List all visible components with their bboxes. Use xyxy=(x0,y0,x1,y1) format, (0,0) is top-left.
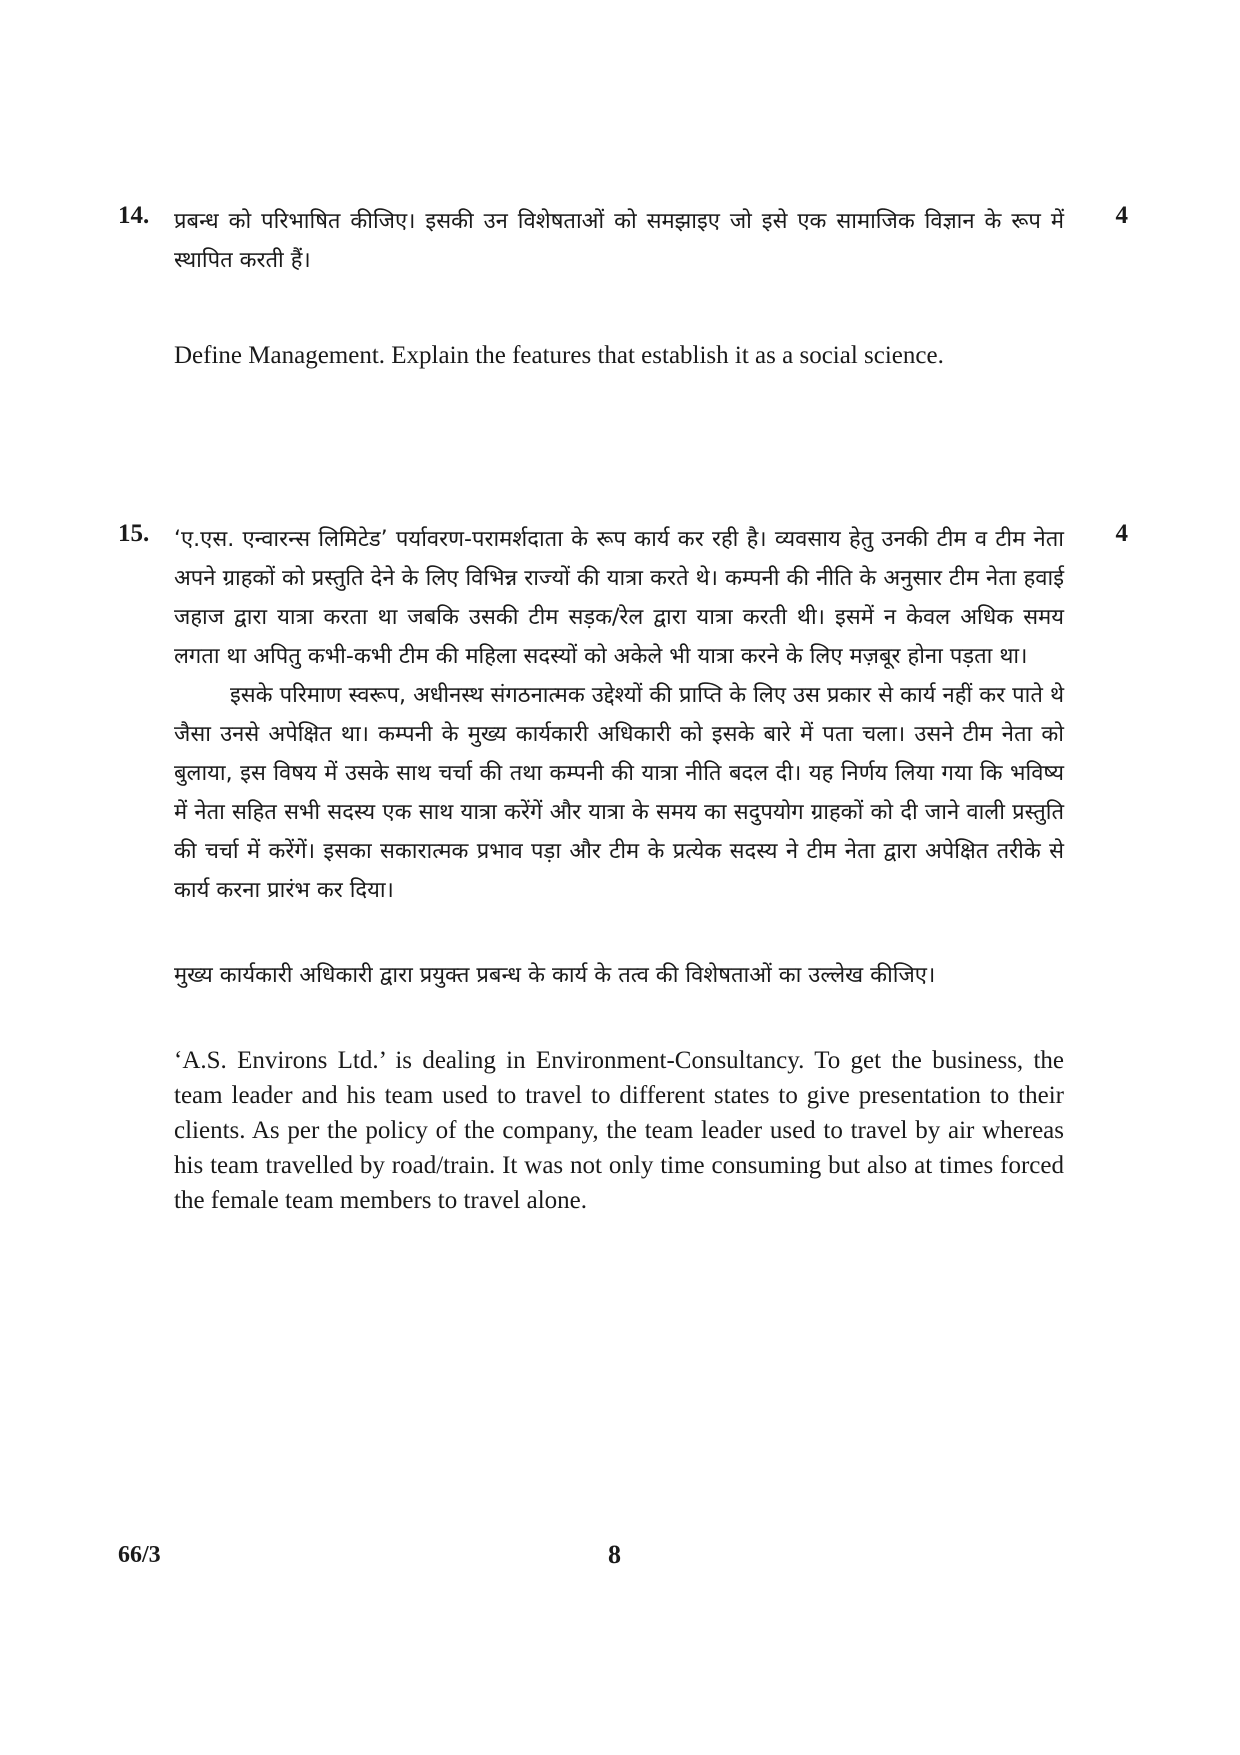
hindi-question: मुख्य कार्यकारी अधिकारी द्वारा प्रयुक्त प्रबन्ध के कार्य के तत्व की विशेषताओं का उल्लेख कीजिए। xyxy=(174,963,936,988)
question-14 xyxy=(118,202,1128,373)
question-15 xyxy=(118,520,1128,1218)
english-paragraph-1: ‘A.S. Environs Ltd.’ is dealing in Environment-Consultancy. To get the business, the team leader and his team used to travel to different states to give presentation to their clients. As per the policy of the company, the team leader used to travel by air whereas his team travelled by road/train. It was not only time consuming but also at times forced the female team members to travel alone. xyxy=(174,1047,1064,1214)
english-text: Define Management. Explain the features that establish it as a social science. xyxy=(174,342,944,369)
hindi-text: प्रबन्ध को परिभाषित कीजिए। इसकी उन विशेषताओं को समझाइए जो इसे एक सामाजिक विज्ञान के रूप में स्थापित करती हैं। xyxy=(174,209,1064,273)
question-marks: 4 xyxy=(1115,202,1128,229)
question-number: 14. xyxy=(118,202,150,229)
question-marks: 4 xyxy=(1115,520,1128,547)
question-body xyxy=(174,202,1064,373)
hindi-paragraph-1: ‘ए.एस. एन्वारन्स लिमिटेड’ पर्यावरण-परामर्शदाता के रूप कार्य कर रही है। व्यवसाय हेतु उनकी टीम व टीम नेता अपने ग्राहकों को प्रस्तुति देने के लिए विभिन्न राज्यों की यात्रा करते थे। कम्पनी की नीति के अनुसार टीम नेता हवाई जहाज द्वारा यात्रा करता था जबकि उसकी टीम सड़क/रेल द्वारा यात्रा करती थी। इसमें न केवल अधिक समय लगता था अपितु कभी-कभी टीम की महिला सदस्यों को अकेले भी यात्रा करने के लिए मज़बूर होना पड़ता था। xyxy=(174,527,1064,669)
question-number: 15. xyxy=(118,520,150,547)
hindi-paragraph-2: इसके परिमाण स्वरूप, अधीनस्थ संगठनात्मक उद्देश्यों की प्राप्ति के लिए उस प्रकार से कार्य नहीं कर पाते थे जैसा उनसे अपेक्षित था। कम्पनी के मुख्य कार्यकारी अधिकारी को इसके बारे में पता चला। उसने टीम नेता को बुलाया, इस विषय में उसके साथ चर्चा की तथा कम्पनी की यात्रा नीति बदल दी। यह निर्णय लिया गया कि भविष्य में नेता सहित सभी सदस्य एक साथ यात्रा करेंगें और यात्रा के समय का सदुपयोग ग्राहकों को दी जाने वाली प्रस्तुति की चर्चा में करेंगें। इसका सकारात्मक प्रभाव पड़ा और टीम के प्रत्येक सदस्य ने टीम नेता द्वारा अपेक्षित तरीके से कार्य करना प्रारंभ कर दिया। xyxy=(174,683,1064,903)
paper-code: 66/3 xyxy=(118,1542,161,1568)
page-number: 8 xyxy=(608,1540,621,1569)
question-body xyxy=(174,520,1064,1218)
